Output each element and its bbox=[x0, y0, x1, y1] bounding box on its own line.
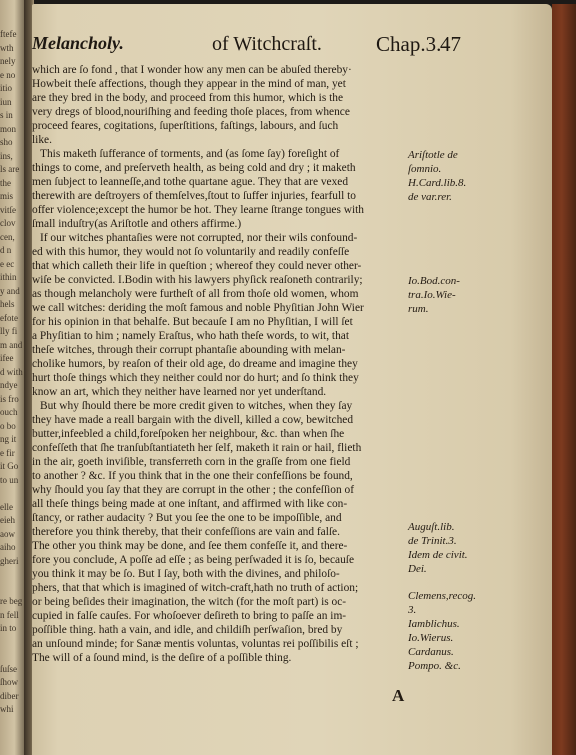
left-page-fragment: hels bbox=[0, 300, 15, 309]
left-page-fragment: whi bbox=[0, 705, 14, 714]
marginal-note: ſomnio. bbox=[408, 163, 442, 175]
running-head-title: of Witchcraſt. bbox=[212, 33, 322, 55]
left-page-fragment: eieh bbox=[0, 516, 15, 525]
left-page-fragment: clov bbox=[0, 219, 16, 228]
text-line: you think it may be ſo. But I ſay, both with the divines, and philoſo- bbox=[32, 568, 340, 580]
left-page-fragment: to un bbox=[0, 475, 19, 485]
left-page-fragment: ins, bbox=[0, 151, 13, 161]
text-line: ſtancy, or rather audacity ? But you ſee the one to be impoſſible, and bbox=[32, 512, 342, 524]
left-page-fragment: ithin bbox=[0, 273, 17, 282]
text-line: or being beſides their imagination, the witch (for the moſt part) is oc- bbox=[32, 596, 347, 608]
marginal-note: de Trinit.3. bbox=[408, 535, 457, 548]
marginal-note: de var.rer. bbox=[408, 191, 452, 203]
marginal-note: tra.Io.Wie- bbox=[408, 289, 456, 301]
text-line: cholike humors, by reaſon of their old age, do dreame and imagine they bbox=[32, 358, 358, 370]
left-page-fragment: ifee bbox=[0, 354, 14, 363]
marginal-note: rum. bbox=[408, 303, 429, 315]
left-page-fragment: is fro bbox=[0, 394, 19, 404]
text-line: wiſe be convicted. I.Bodin with his lawyers phyſick reaſoneth contrarily; bbox=[32, 274, 363, 286]
text-line: Howbeit theſe affections, though they appear in the mind of man, yet bbox=[32, 78, 346, 90]
text-line: But why ſhould there be more credit given to witches, when they ſay bbox=[40, 400, 353, 412]
left-page-fragment: s in bbox=[0, 111, 13, 120]
text-line: things to come, and preſerveth health, as being cold and dry ; it maketh bbox=[32, 162, 356, 174]
text-line: offer violence;except the humor be hot. They learne ſtrange tongues with bbox=[32, 204, 365, 216]
left-page-fragment: elle bbox=[0, 502, 13, 512]
left-page-fragment: ndye bbox=[0, 381, 18, 390]
text-line: all theſe things being made at one inſtant, and affirmed with like con- bbox=[32, 498, 348, 510]
binding-edge bbox=[552, 4, 576, 755]
catchword: A bbox=[392, 686, 405, 705]
left-page-fragment: aiho bbox=[0, 543, 16, 552]
text-line: are they bred in the body, and proceed from this humor, which is the bbox=[32, 92, 344, 104]
text-line: If our witches phantaſies were not corrupted, nor their wils confound- bbox=[40, 232, 358, 244]
left-page-fragment: y and bbox=[0, 286, 20, 296]
text-line: an unſound minde; for Sanæ mentis voluntas, voluntas rei poſſibilis eſt ; bbox=[32, 638, 359, 650]
left-page-fragment: it Go bbox=[0, 462, 19, 471]
text-line: The will of a ſound mind, is the deſire of a poſſible thing. bbox=[32, 652, 292, 664]
left-page-fragment: sho bbox=[0, 138, 13, 147]
left-page-fragment: diber bbox=[0, 691, 19, 701]
marginal-note: Dei. bbox=[408, 563, 427, 576]
marginal-note: Pompo. &c. bbox=[408, 660, 461, 672]
left-page-fragment: o bo bbox=[0, 421, 16, 431]
text-line: hurt thoſe things which they neither could nor do hurt; and ſo think they bbox=[32, 372, 359, 384]
left-page-fragment: aow bbox=[0, 529, 15, 539]
marginal-note: Ariſtotle de bbox=[408, 149, 458, 161]
text-line: to another ? &c. If you think that in the one their confeſſions be found, bbox=[32, 470, 353, 482]
left-page-fragment: ftefe bbox=[0, 30, 17, 39]
left-page-fragment: mon bbox=[0, 124, 17, 134]
marginal-note: Cardanus. bbox=[408, 646, 454, 658]
marginal-note: Idem de civit. bbox=[408, 549, 468, 562]
text-line: for his opinion in that behalfe. But becauſe I am no Phyſitian, I will ſet bbox=[32, 316, 353, 328]
text-line: The other you think may be done, and ſee them confeſſe it, and there- bbox=[32, 540, 348, 552]
text-line: that which calleth their life in queſtion ; whereof they could never other- bbox=[32, 260, 362, 272]
text-line: we call witches: deriding the moſt famous and noble Phyſitian John Wier bbox=[32, 302, 364, 314]
left-page-fragment: cen, bbox=[0, 232, 15, 242]
text-line: therewith are deſtroyers of themſelves,ſtout to ſuffer injuries, fearfull to bbox=[32, 190, 356, 202]
marginal-note: Io.Wierus. bbox=[408, 632, 454, 644]
left-page-fragment: the bbox=[0, 178, 11, 188]
left-page-fragment: gheri bbox=[0, 556, 19, 566]
marginal-note: Iamblichus. bbox=[408, 618, 460, 630]
marginal-note: H.Card.lib.8. bbox=[408, 177, 467, 189]
left-page-fragment: in to bbox=[0, 624, 17, 633]
left-page-fragment: nely bbox=[0, 57, 16, 66]
text-line: ed with this humor, they would not ſo voluntarily and readily confeſſe bbox=[32, 246, 350, 258]
marginal-note: Auguſt.lib. bbox=[408, 521, 455, 534]
chapter-label: Chap.3. bbox=[376, 32, 442, 56]
left-page-fragment: ls are bbox=[0, 165, 20, 174]
page-number: 47 bbox=[440, 32, 461, 56]
left-page-fragment: lly fi bbox=[0, 327, 18, 336]
left-page-fragment: itio bbox=[0, 84, 13, 93]
left-page-fragment: n fell bbox=[0, 610, 19, 620]
text-line: phers, that that which is imagined of witch-craft,hath no truth of action; bbox=[32, 582, 359, 594]
left-page-fragment: re beg bbox=[0, 597, 23, 606]
left-page-fragment: m and bbox=[0, 340, 23, 350]
text-line: men ſubject to leanneſſe,and tothe quartane ague. They that are vexed bbox=[32, 176, 349, 188]
marginal-note: Clemens,recog. bbox=[408, 590, 477, 602]
text-line: poſſible thing. hath a vain, and idle, and childiſh perſwaſion, bred by bbox=[32, 624, 343, 636]
text-line: why ſhould you ſay that they are corrupt in the other ; the confeſſion of bbox=[32, 484, 355, 496]
text-line: This maketh ſufferance of torments, and (as ſome ſay) foreſight of bbox=[40, 148, 340, 160]
left-page-fragment: efote bbox=[0, 313, 18, 323]
text-line: very dregs of blood,nouriſhing and feeding thoſe places, from whence bbox=[32, 106, 350, 118]
text-line: fore you conclude, A poſſe ad eſſe ; as being perſwaded it is ſo, becauſe bbox=[32, 554, 354, 566]
left-page-fragment: e no bbox=[0, 70, 16, 80]
left-page-fragment: iun bbox=[0, 97, 12, 107]
text-line: butter,infeebled a child,foreſpoken her neighbour, &c. than when ſhe bbox=[32, 428, 345, 440]
text-line: they have made a reall bargain with the divell, killed a cow, bewitched bbox=[32, 414, 354, 426]
text-line: as though melancholy were furtheſt of all from thoſe old women, whom bbox=[32, 288, 359, 300]
text-line: a Phyſitian to him ; namely Eraſtus, who hath theſe words, to wit, that bbox=[32, 330, 349, 342]
text-line: ſmall induſtry(as Ariſtotle and others affirme.) bbox=[32, 218, 242, 230]
left-page-fragment: wth bbox=[0, 43, 14, 53]
left-page-edge bbox=[0, 0, 24, 755]
text-line: confeſſeth that ſhe tranſubſtantiateth her ſelf, maketh it rain or hail, flieth bbox=[32, 442, 362, 454]
left-page-fragment: vitſe bbox=[0, 205, 16, 215]
text-line: in the air, goeth inviſible, transferreth corn in the graſſe from one field bbox=[32, 456, 351, 468]
left-page-fragment: ſuſse bbox=[0, 664, 17, 674]
left-page-fragment: e ec bbox=[0, 259, 15, 269]
text-line: know an art, which they neither have learned nor yet underſtand. bbox=[32, 386, 327, 398]
left-page-fragment: ng it bbox=[0, 435, 17, 444]
marginal-note: Io.Bod.con- bbox=[408, 275, 460, 287]
left-page-fragment: e fir bbox=[0, 448, 15, 458]
running-head-left: Melancholy. bbox=[32, 33, 124, 53]
left-page-fragment: d with bbox=[0, 367, 23, 377]
left-page-fragment: ouch bbox=[0, 408, 18, 417]
text-line: proceed feares, cogitations, ſuperſtitions, faſtings, labours, and ſuch bbox=[32, 120, 339, 132]
marginal-note: 3. bbox=[408, 604, 417, 616]
text-line: therefore you think thereby, that their confeſſions are vain and falſe. bbox=[32, 526, 340, 538]
left-page-fragment: mis bbox=[0, 192, 14, 201]
left-page-fragment: d n bbox=[0, 246, 12, 255]
text-line: like. bbox=[32, 134, 52, 146]
left-page-fragment: ſhow bbox=[0, 678, 18, 687]
text-line: cupied in falſe cauſes. For whoſoever deſireth to bring to paſſe an im- bbox=[32, 610, 347, 622]
text-line: which are ſo fond , that I wonder how any men can be abuſed thereby· bbox=[32, 64, 352, 76]
text-line: theſe witches, through their corrupt phantaſie abounding with melan- bbox=[32, 344, 346, 356]
